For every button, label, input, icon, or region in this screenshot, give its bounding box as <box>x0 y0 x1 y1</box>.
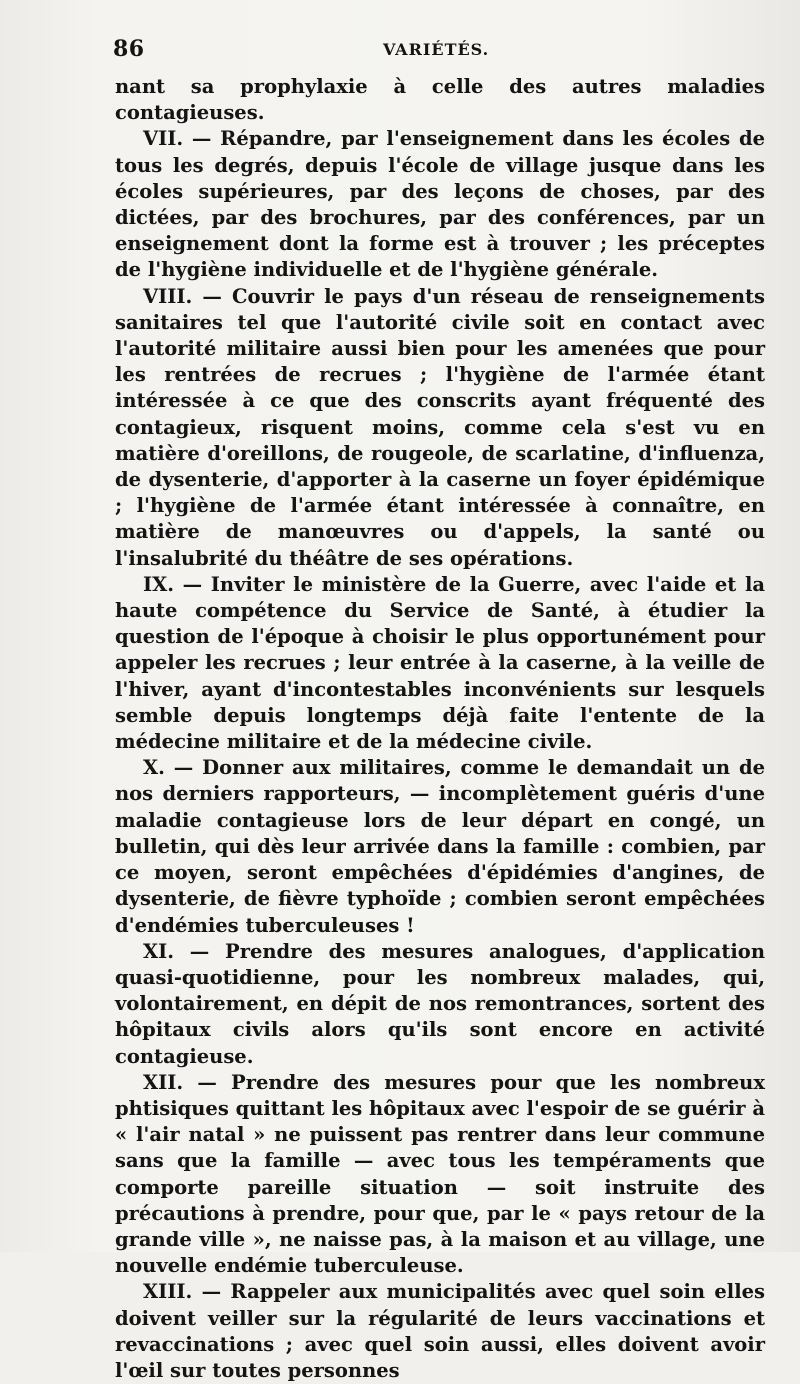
paragraph-x: X. — Donner aux militaires, comme le demandait un de nos derniers rapporteurs, — incomplètement guéris d'une maladie contagieuse lors de leur départ en congé, un bulletin, qui dès leur arrivée dans la famille : combien, par ce moyen, seront empêchées d'épidémies d'angines, de dysenterie, de fièvre typhoïde ; combien seront empêchées d'endémies tuberculeuses ! <box>115 756 765 937</box>
paragraph-continuation: nant sa prophylaxie à celle des autres maladies contagieuses. <box>115 75 765 125</box>
paragraph-viii: VIII. — Couvrir le pays d'un réseau de renseignements sanitaires tel que l'autorité civile soit en contact avec l'autorité militaire aussi bien pour les amenées que pour les rentrées de recrues ; l'hygiène de l'armée étant intéressée à ce que des conscrits ayant fréquenté des contagieux, risquent moins, comme cela s'est vu en matière d'oreillons, de rougeole, de scarlatine, d'influenza, de dysenterie, d'apporter à la caserne un foyer épidémique ; l'hygiène de l'armée étant intéressée à connaître, en matière de manœuvres ou d'appels, la santé ou l'insalubrité du théâtre de ses opérations. <box>115 284 765 570</box>
paragraph-xii: XII. — Prendre des mesures pour que les nombreux phtisiques quittant les hôpitaux avec l'espoir de se guérir à « l'air natal » ne puissent pas rentrer dans leur commune sans que la famille — avec tous les tempéraments que comporte pareille situation — soit instruite des précautions à prendre, pour que, par le « pays retour de la grande ville », ne naisse pas, à la maison et au village, une nouvelle endémie tuberculeuse. <box>115 1070 765 1278</box>
page-header <box>113 36 760 64</box>
running-title: VARIÉTÉS. <box>383 40 490 59</box>
body-text <box>115 74 765 1384</box>
paragraph-xi: XI. — Prendre des mesures analogues, d'application quasi-quotidienne, pour les nombreux malades, qui, volontairement, en dépit de nos remontrances, sortent des hôpitaux civils alors qu'ils sont encore en activité contagieuse. <box>115 939 765 1068</box>
page-number: 86 <box>113 36 145 62</box>
paragraph-xiii: XIII. — Rappeler aux municipalités avec quel soin elles doivent veiller sur la régularité de leurs vaccinations et revaccinations ; avec quel soin aussi, elles doivent avoir l'œil sur toutes personnes <box>115 1280 765 1382</box>
paragraph-vii: VII. — Répandre, par l'enseignement dans les écoles de tous les degrés, depuis l'école de village jusque dans les écoles supérieures, par des leçons de choses, par des dictées, par des brochures, par des conférences, par un enseignement dont la forme est à trouver ; les préceptes de l'hygiène individuelle et de l'hygiène générale. <box>115 127 765 282</box>
paragraph-ix: IX. — Inviter le ministère de la Guerre, avec l'aide et la haute compétence du Service de Santé, à étudier la question de l'époque à choisir le plus opportunément pour appeler les recrues ; leur entrée à la caserne, à la veille de l'hiver, ayant d'incontestables inconvénients sur lesquels semble depuis longtemps déjà faite l'entente de la médecine militaire et de la médecine civile. <box>115 572 765 754</box>
